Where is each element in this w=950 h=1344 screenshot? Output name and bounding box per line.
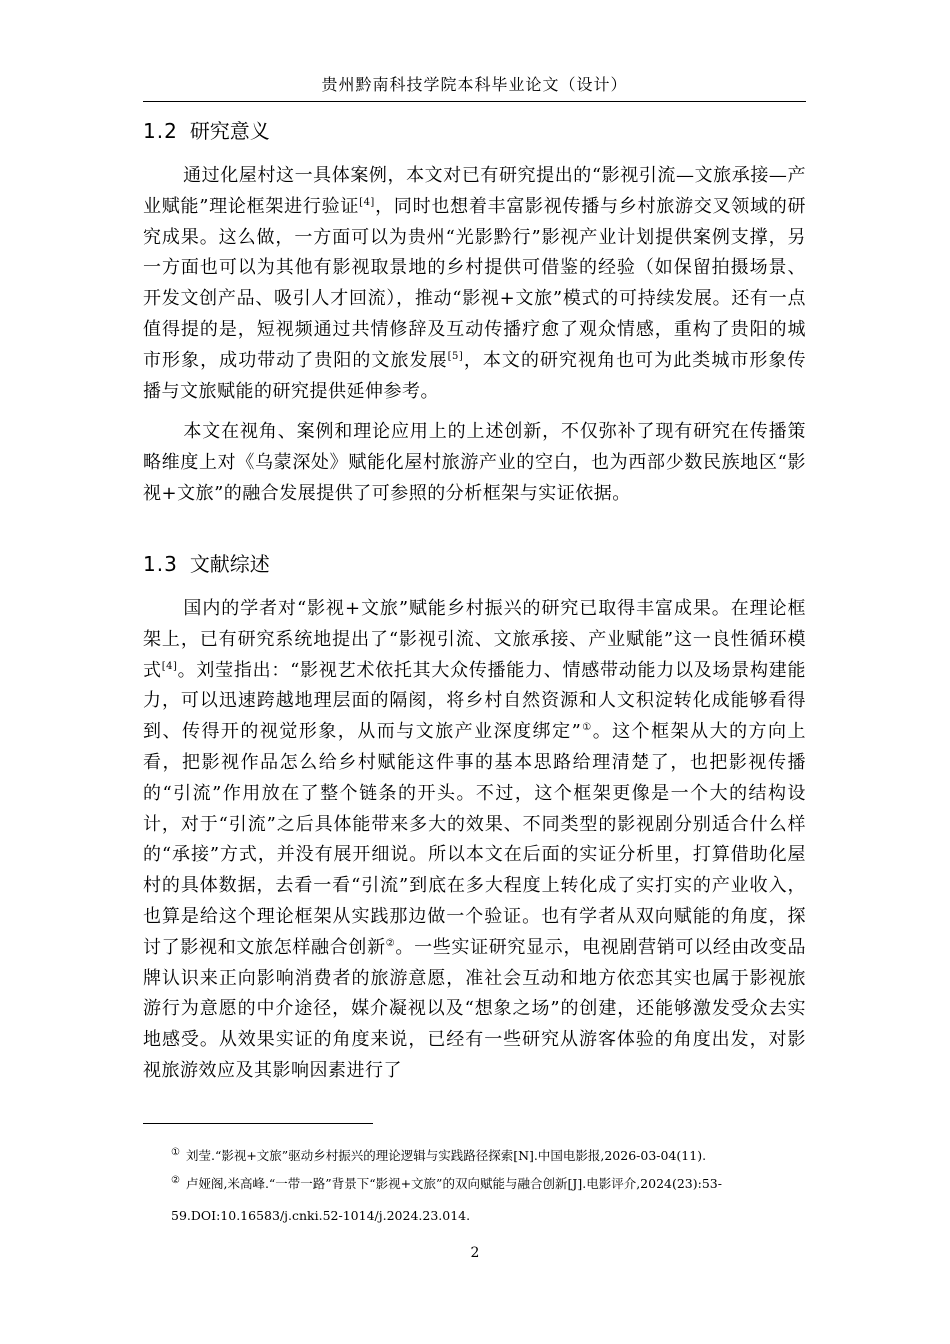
paragraph-text: 。一些实证研究显示，电视剧营销可以经由改变品牌认识来正向影响消费者的旅游意愿，准社会互动和地方依恋其实也属于影视旅游行为意愿的中介途径，媒介凝视以及“想象之场”的创建，还能够激发受众去实地感受。从效果实证的角度来说，已经有一些研究从游客体验的角度出发，对影视旅游效应及其影响因素进行了 [143, 936, 807, 1081]
paragraph-text: 通过化屋村这一具体案例，本文对已有研究提出的“影视引流—文旅承接—产业赋能”理论框架进行验证 [143, 165, 806, 217]
section-heading-1-3 [143, 550, 270, 578]
footnote-text: 刘莹.“影视+文旅”驱动乡村振兴的理论逻辑与实践路径探索[N].中国电影报,2026-03-04(11). [185, 1148, 707, 1163]
footnote [143, 1168, 806, 1232]
section-number: 1.2 [143, 119, 178, 143]
paragraph-text: ，同时也想着丰富影视传播与乡村旅游交叉领域的研究成果。这么做，一方面可以为贵州“光影黔行”影视产业计划提供案例支撑，另一方面也可以为其他有影视取景地的乡村提供可借鉴的经验（如保留拍摄场景、开发文创产品、吸引人才回流），推动“影视+文旅”模式的可持续发展。还有一点值得提的是，短视频通过共情修辞及互动传播疗愈了观众情感，重构了贵阳的城市形象，成功带动了贵阳的文旅发展 [143, 195, 807, 371]
footnote-ref: ② [385, 937, 396, 949]
paragraph-text: ，本文的研究视角也可为此类城市形象传播与文旅赋能的研究提供延伸参考。 [143, 349, 806, 402]
citation-ref: [5] [447, 350, 464, 362]
section-title: 文献综述 [189, 552, 270, 576]
section-title: 研究意义 [189, 119, 270, 143]
running-header: 贵州黔南科技学院本科毕业论文（设计） [321, 75, 628, 94]
section-heading-1-2 [143, 117, 270, 145]
paragraph [143, 594, 806, 1087]
footnote-divider [143, 1123, 373, 1124]
paragraph [143, 161, 806, 407]
citation-ref: [4] [359, 196, 375, 208]
citation-ref: [4] [161, 660, 178, 672]
paragraph-text: 。刘莹指出：“影视艺术依托其大众传播能力、情感带动能力以及场景构建能力，可以迅速跨越地理层面的隔阂，将乡村自然资源和人文积淀转化成能够看得到、传得开的视觉形象，从而与文旅产业深度绑定” [143, 659, 806, 743]
paragraph-text: 本文在视角、案例和理论应用上的上述创新，不仅弥补了现有研究在传播策略维度上对《乌蒙深处》赋能化屋村旅游产业的空白，也为西部少数民族地区“影视+文旅”的融合发展提供了可参照的分析框架与实证依据。 [143, 421, 806, 504]
footnote-mark: ② [171, 1174, 180, 1186]
footnote-mark: ① [171, 1146, 180, 1158]
paragraph-text: 国内的学者对“影视+文旅”赋能乡村振兴的研究已取得丰富成果。在理论框架上，已有研究系统地提出了“影视引流、文旅承接、产业赋能”这一良性循环模式 [143, 598, 806, 681]
section-number: 1.3 [143, 552, 178, 576]
paragraph [143, 417, 806, 509]
page-number: 2 [470, 1245, 480, 1261]
paragraph-text: 。这个框架从大的方向上看，把影视作品怎么给乡村赋能这件事的基本思路给理清楚了，也把影视传播的“引流”作用放在了整个链条的开头。不过，这个框架更像是一个大的结构设计，对于“引流”之后具体能带来多大的效果、不同类型的影视剧分别适合什么样的“承接”方式，并没有展开细说。所以本文在后面的实证分析里，打算借助化屋村的具体数据，去看一看“引流”到底在多大程度上转化成了实打实的产业收入，也算是给这个理论框架从实践那边做一个验证。也有学者从双向赋能的角度，探讨了影视和文旅怎样融合创新 [143, 721, 807, 958]
footnote-text: 卢娅阁,米高峰.“一带一路”背景下“影视+文旅”的双向赋能与融合创新[J].电影评介,2024(23):53-59.DOI:10.16583/j.cnki.52-1014/j.2024.23.014. [171, 1176, 722, 1223]
footnote-ref: ① [581, 722, 593, 734]
header-divider [143, 101, 806, 102]
